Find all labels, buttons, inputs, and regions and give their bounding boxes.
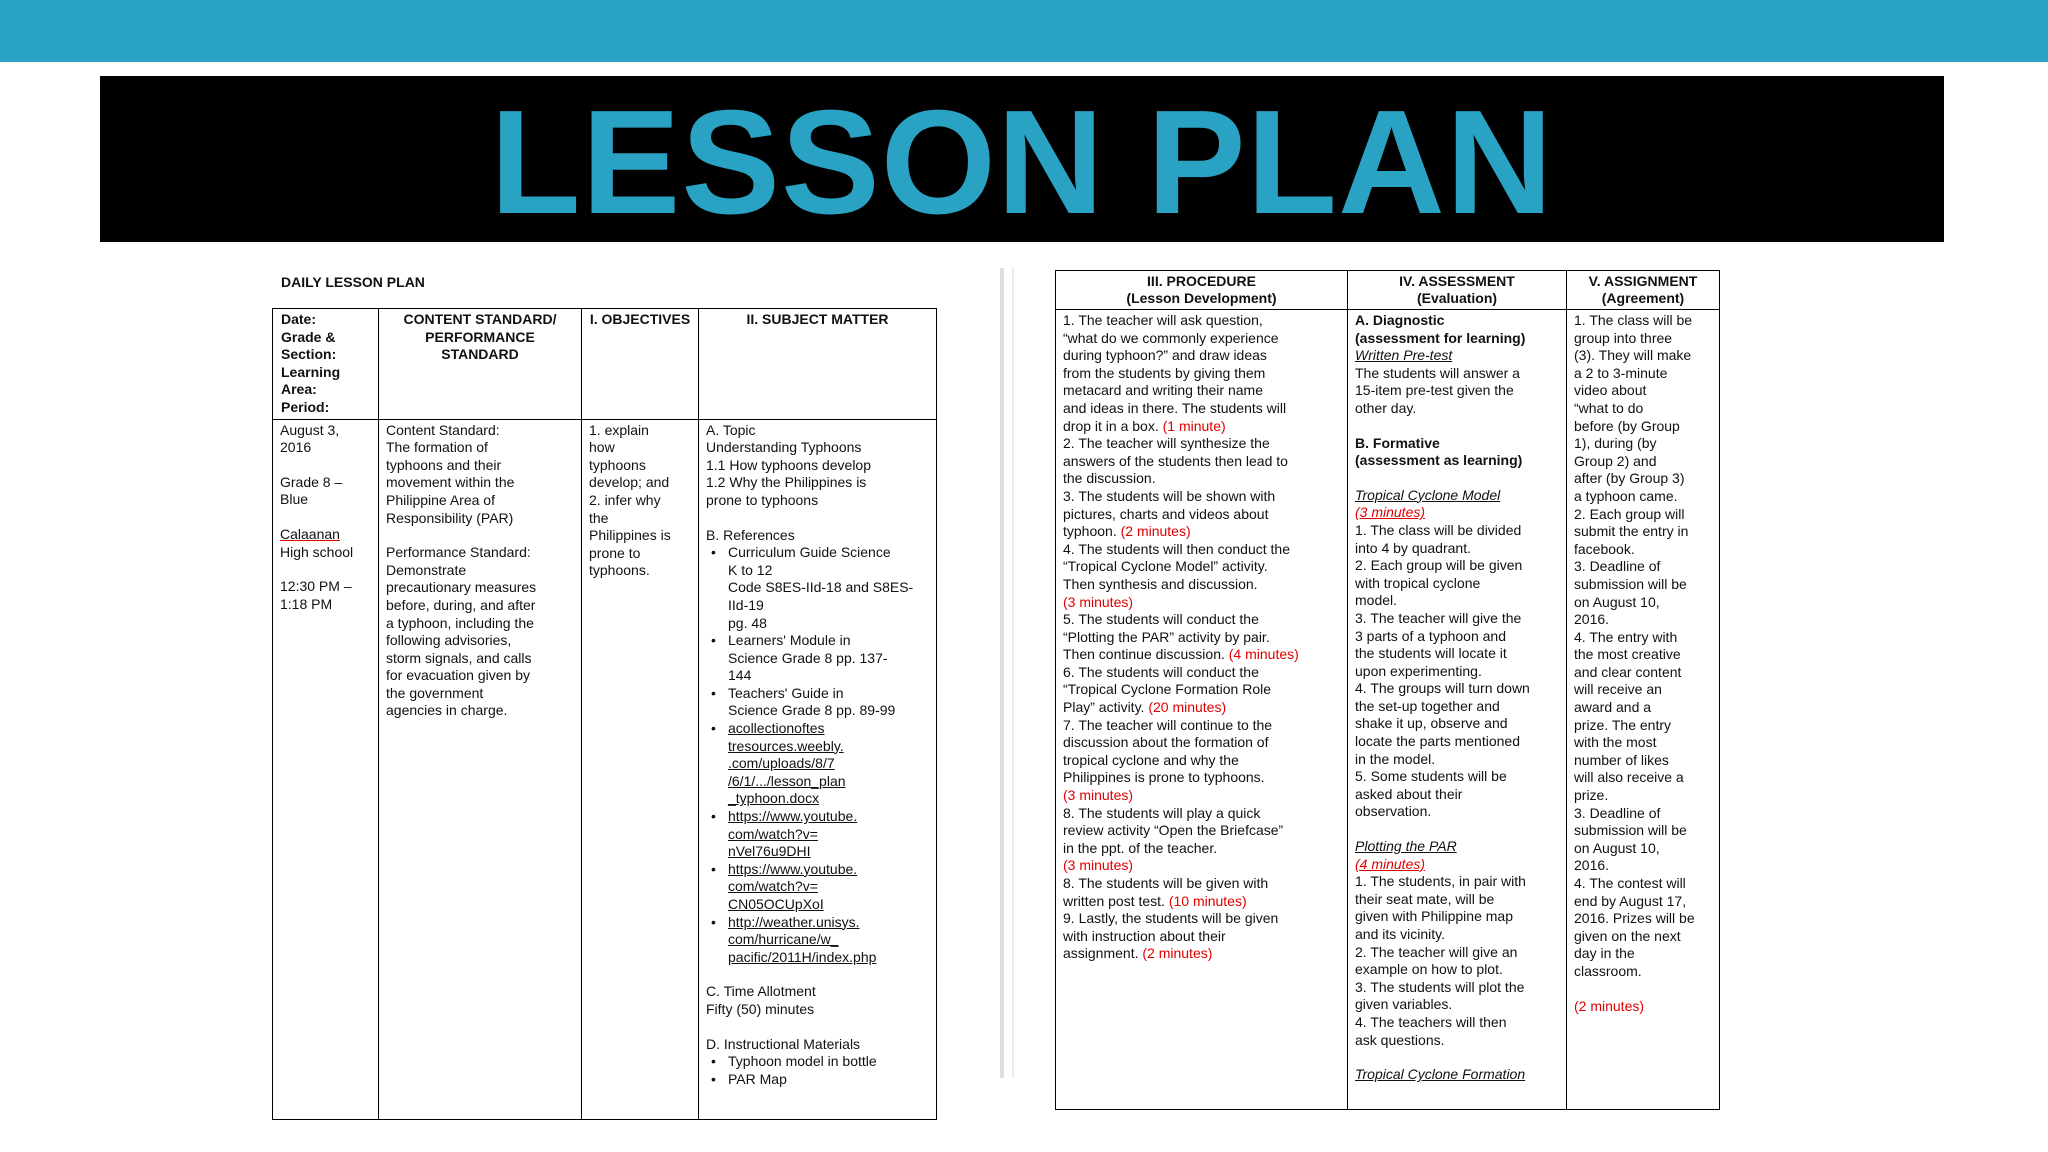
procedure-step-9: 8. The students will be given with written post test. (10 minutes) [1063,875,1269,909]
page-divider [1000,268,1004,1078]
header-procedure: III. PROCEDURE (Lesson Development) [1056,271,1348,310]
cell-content-standard: Content Standard: The formation of typhoons and their movement within the Philippine Area of Responsibility (PAR) Performance Standard: Demonstrate precautionary measures before, during, and after a typhoon, including the following advisories, storm signals, and calls for evacuation given by the government agencies in charge. [379,419,582,1119]
references-list [706,544,929,966]
slide-title: LESSON PLAN [490,80,1554,245]
list-item: • Learners' Module in Science Grade 8 pp. 137- 144 [706,632,929,685]
procedure-step-2: 2. The teacher will synthesize the answers of the students then lead to the discussion. [1063,435,1288,487]
procedure-step-10: 9. Lastly, the students will be given with instruction about their assignment. (2 minutes) [1063,910,1279,962]
table-body-row [1056,310,1720,1110]
procedure-step-3: 3. The students will be shown with pictures, charts and videos about typhoon. (2 minutes) [1063,487,1276,540]
list-item: • Teachers' Guide in Science Grade 8 pp. 89-99 [706,685,929,720]
header-content-standard: CONTENT STANDARD/ PERFORMANCE STANDARD [379,309,582,420]
header-assessment: IV. ASSESSMENT (Evaluation) [1348,271,1567,310]
table-body-row [273,419,937,1119]
header-subject-matter: II. SUBJECT MATTER [699,309,937,420]
reference-link-3[interactable]: • https://www.youtube. com/watch?v= CN05OCUpXoI [706,861,929,914]
procedure-step-6: 6. The students will conduct the “Tropical Cyclone Formation Role Play” activity. (20 minutes) [1063,663,1271,716]
daily-lesson-plan-page [272,270,940,1087]
procedure-step-4: 4. The students will then conduct the “Tropical Cyclone Model” activity. Then synthesis and discussion. (3 minutes) [1063,540,1290,610]
cell-date-grade: August 3, 2016 Grade 8 – Blue Calaanan High school 12:30 PM – 1:18 PM [273,419,379,1119]
procedure-step-7: 7. The teacher will continue to the discussion about the formation of tropical cyclone and why the Philippines is prone to typhoons. (3 minutes) [1063,716,1273,804]
procedure-assessment-page [1055,270,1719,1083]
cell-objectives: 1. explain how typhoons develop; and 2. infer why the Philippines is prone to typhoons. [582,419,699,1119]
cell-procedure [1056,310,1348,1110]
reference-link-1[interactable]: • acollectionoftes tresources.weebly. .com/uploads/8/7 /6/1/.../lesson_plan _typhoon.docx [706,720,929,808]
reference-link-4[interactable]: • http://weather.unisys. com/hurricane/w_ pacific/2011H/index.php [706,914,929,967]
materials-list [706,1053,929,1088]
list-item: • Typhoon model in bottle [706,1053,929,1071]
cell-assignment: 1. The class will be group into three (3). They will make a 2 to 3-minute video about “what to do before (by Group 1), during (by Group 2) and after (by Group 3) a typhoon came. 2. Each group will submit the entry in facebook. 3. Deadline of submission will be on August 10, 2016. 4. The entry with the most creative and clear content will receive an award and a prize. The entry with the most number of likes will also receive a prize. 3. Deadline of submission will be on August 10, 2016. 4. The contest will end by August 17, 2016. Prizes will be given on the next day in the classroom. (2 minutes) [1567,310,1720,1110]
procedure-step-8: 8. The students will play a quick review activity “Open the Briefcase” in the ppt. of the teacher. (3 minutes) [1063,804,1284,874]
procedure-table [1055,270,1720,1110]
top-accent-bar [0,0,2048,62]
table-header-row [1056,271,1720,310]
cell-assessment: A. Diagnostic (assessment for learning) Written Pre-test The students will answer a 15-item pre-test given the other day. B. Formative (assessment as learning) Tropical Cyclone Model (3 minutes) 1. The class will be divided into 4 by quadrant. 2. Each group will be given with tropical cyclone model. 3. The teacher will give the 3 parts of a typhoon and the students will locate it upon experimenting. 4. The groups will turn down the set-up together and shake it up, observe and locate the parts mentioned in the model. 5. Some students will be asked about their observation. Plotting the PAR (4 minutes) 1. The students, in pair with their seat mate, will be given with Philippine map and its vicinity. 2. The teacher will give an example on how to plot. 3. The students will plot the given variables. 4. The teachers will then ask questions. Tropical Cyclone Formation [1348,310,1567,1110]
procedure-step-1: 1. The teacher will ask question, “what do we commonly experience during typhoon?” and draw ideas from the students by giving them metacard and writing their name and ideas in there. The students will drop it in a box. (1 minute) [1063,312,1287,434]
lesson-plan-table [272,308,937,1120]
document-heading: DAILY LESSON PLAN [281,274,425,290]
list-item: • PAR Map [706,1071,929,1089]
cell-subject-matter: A. Topic Understanding Typhoons 1.1 How typhoons develop 1.2 Why the Philippines is prone to typhoons B. References • Curriculum Guide Science K to 12 Code S8ES-IId-18 and S8ES- IId-19 pg. 48 • Learners' Module in Science Grade 8 pp. 137- 144 • Teachers' Guide in Science Grade 8 pp. 89-99 • acollectionoftes tresources.weebly. .com/uploads/8/7 /6/1/.../lesson_plan _typhoon.docx • https://www.youtube. com/watch?v= nVel76u9DHI • https://www.youtube. com/watch?v= CN05OCUpXoI • http://weather.unisys. com/hurricane/w_ pacific/2011H/index.php C. Time Allotment Fifty (50) minutes D. Instructional Materials • Typhoon model in bottle • PAR Map [699,419,937,1119]
reference-link-2[interactable]: • https://www.youtube. com/watch?v= nVel76u9DHI [706,808,929,861]
procedure-step-5: 5. The students will conduct the “Plotting the PAR” activity by pair. Then continue discussion. (4 minutes) [1063,611,1299,663]
header-date-grade: Date: Grade & Section: Learning Area: Period: [273,309,379,420]
title-banner [100,76,1944,245]
page-divider-shadow [1012,268,1014,1078]
list-item: • Curriculum Guide Science K to 12 Code S8ES-IId-18 and S8ES- IId-19 pg. 48 [706,544,929,632]
header-assignment: V. ASSIGNMENT (Agreement) [1567,271,1720,310]
table-header-row [273,309,937,420]
header-objectives: I. OBJECTIVES [582,309,699,420]
